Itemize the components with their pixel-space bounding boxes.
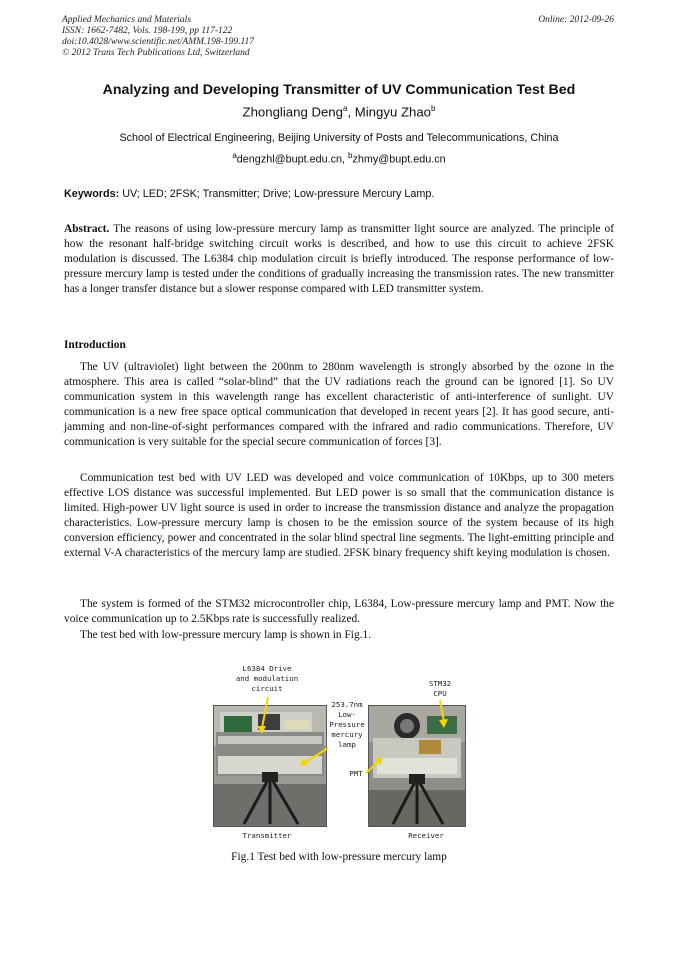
l6384-arrow-head (257, 726, 266, 734)
l6384-arrow (262, 697, 268, 728)
intro-paragraph-4: The test bed with low-pressure mercury lamp is shown in Fig.1. (80, 629, 372, 641)
stm32-arrow (440, 700, 444, 722)
stm32-arrow-head (439, 719, 448, 728)
lamp-arrow (306, 748, 328, 762)
email-a: dengzhl@bupt.edu.cn (236, 153, 343, 166)
label-transmitter: Transmitter (242, 831, 292, 840)
pmt-arrow (366, 762, 378, 773)
label-lamp-line4: mercury (331, 730, 363, 739)
email-separator: , (342, 153, 349, 166)
label-lamp-line1: 253.7nm (331, 700, 363, 709)
label-stm32-line1: STM32 (428, 679, 452, 688)
journal-name: Applied Mechanics and Materials (62, 15, 192, 25)
abstract-text: The reasons of using low-pressure mercury lamp as transmitter light source are analyzed. The principle of how the resonant half-bridge switching circuit works is described, and how to use this circuit to achieve 2FSK modulation is discussed. The L6384 chip modulation circuit is briefly introduced. The response performance of low-pressure mercury lamp is tested under the conditions of gradually increasing the transmission rates. The new transmitter has a longer transfer distance but a slower response compared with LED transmitter system. (64, 223, 614, 296)
abstract-label: Abstract. (64, 223, 110, 235)
introduction-heading: Introduction (64, 339, 126, 351)
author-1-sup: a (342, 104, 348, 113)
label-l6384-line2: and modulation (235, 674, 299, 683)
keywords-text: UV; LED; 2FSK; Transmitter; Drive; Low-pressure Mercury Lamp. (119, 188, 435, 200)
intro-paragraph-3: The system is formed of the STM32 microcontroller chip, L6384, Low-pressure mercury lamp and PMT. Now the voice communication up to 2.5Kbps rate is successfully realized. (64, 598, 614, 626)
author-1: Zhongliang Deng (242, 104, 343, 120)
label-lamp-line3: Pressure (329, 720, 365, 729)
keywords-label: Keywords: (64, 188, 120, 200)
email-b-sup: b (348, 151, 353, 160)
intro-paragraph-2: Communication test bed with UV LED was developed and voice communication of 10Kbps, up to 300 meters effective LOS distance was successful implemented. But LED power is so small that the communication distance is limited. High-power UV light source is used in order to increase the transmission distance and analyze the propagation characteristics. Low-pressure mercury lamp is chosen to be the emission source of the system because of its high conversion efficiency, power and concentrated in the solar blind spectral line segments. The light-emitting principle and external V-A characteristics of the mercury lamp are studied. 2FSK binary frequency shift keying modulation is chosen. (64, 472, 614, 560)
label-l6384-line1: L6384 Drive (242, 664, 292, 673)
label-lamp-line5: lamp (338, 740, 356, 749)
online-date: Online: 2012-09-26 (538, 15, 614, 25)
issn-line: ISSN: 1662-7482, Vols. 198-199, pp 117-122 (62, 26, 233, 36)
author-2-sup: b (431, 104, 436, 113)
label-lamp-line2: Low- (338, 710, 356, 719)
copyright-line: © 2012 Trans Tech Publications Ltd, Switzerland (62, 48, 250, 58)
email-a-sup: a (232, 151, 237, 160)
author-separator: , (347, 104, 355, 120)
email-b: zhmy@bupt.edu.cn (352, 153, 446, 166)
intro-paragraph-1: The UV (ultraviolet) light between the 200nm to 280nm wavelength is strongly absorbed by the ozone in the atmosphere. This area is called “solar-blind” that the UV radiations reach the ground can be ignored [1]. So UV communication system in this wavelength range has excellent characteristic of anti-interference of sunlight. UV communication is a new free space optical communication that developed in recent years [2]. It has good secure, anti-jamming and non-line-of-sight performances compared with the infrared and radio communications. Therefore, UV communication is very suitable for the special secure communication of forces [3]. (64, 361, 614, 449)
affiliation: School of Electrical Engineering, Beijing University of Posts and Telecommunications, China (119, 132, 559, 144)
author-2: Mingyu Zhao (354, 104, 431, 120)
label-receiver: Receiver (408, 831, 444, 840)
label-l6384-line3: circuit (251, 684, 283, 693)
paper-title: Analyzing and Developing Transmitter of UV Communication Test Bed (102, 82, 576, 98)
label-pmt: PMT (349, 769, 363, 778)
figure-caption: Fig.1 Test bed with low-pressure mercury lamp (231, 851, 447, 863)
label-stm32-line2: CPU (433, 689, 447, 698)
doi-line: doi:10.4028/www.scientific.net/AMM.198-199.117 (62, 37, 254, 47)
